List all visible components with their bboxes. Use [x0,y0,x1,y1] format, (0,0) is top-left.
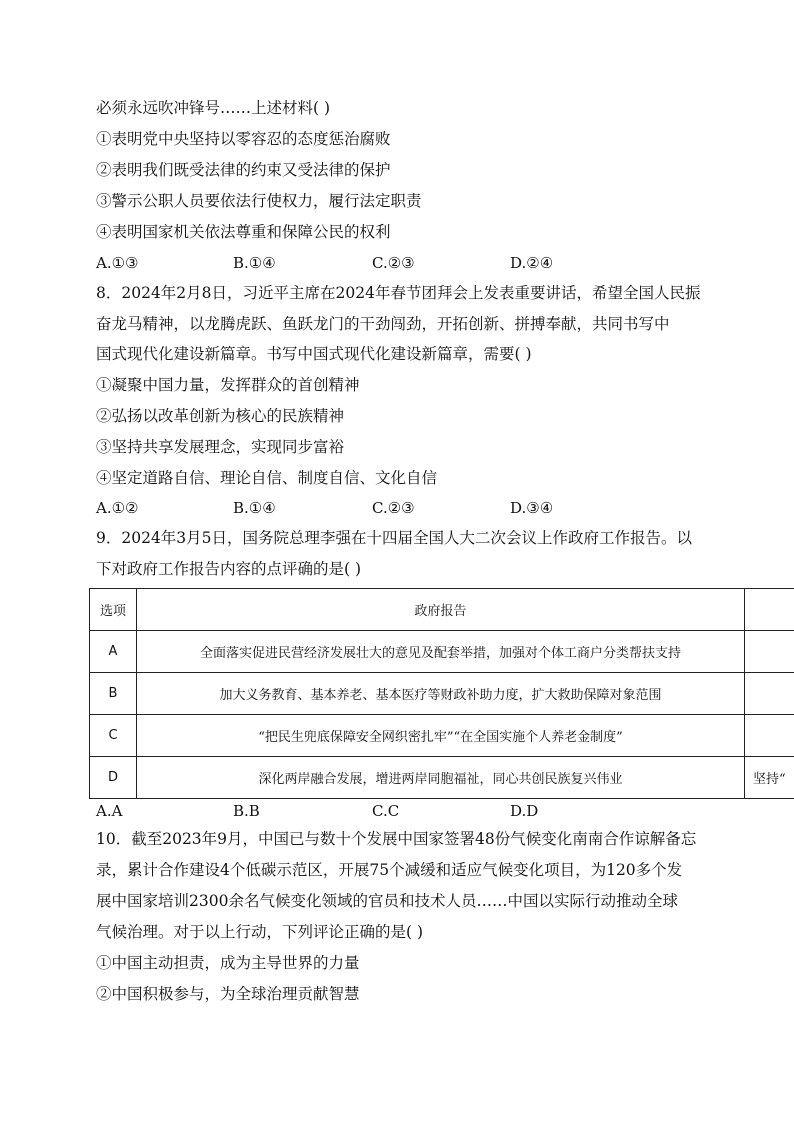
q7-option-b[interactable]: B.①④ [233,254,276,272]
q8-option-a[interactable]: A.①② [96,499,139,517]
row-comment [745,715,794,757]
table-header-report: 政府报告 [137,589,745,631]
q9-stem-line-2: 下对政府工作报告内容的点评确的是( ) [96,560,362,578]
table-row [90,757,794,799]
q7-statement-4: ④表明国家机关依法尊重和保障公民的权利 [96,223,391,241]
q8-stem-line-3: 国式现代化建设新篇章。书写中国式现代化建设新篇章，需要( ) [96,345,532,363]
q7-option-d[interactable]: D.②④ [510,254,554,272]
row-report: “把民生兜底保障安全网织密扎牢”“在全国实施个人养老金制度” [137,715,745,757]
table-row [90,715,794,757]
row-comment [745,673,794,715]
q10-stem-line-2: 录，累计合作建设4个低碳示范区，开展75个减缓和适应气候变化项目，为120多个发 [96,861,683,879]
q7-stem-continuation: 必须永远吹冲锋号……上述材料( ) [96,99,331,117]
q9-option-a[interactable]: A.A [96,802,123,820]
row-comment: 坚持“ [745,757,794,799]
q8-option-c[interactable]: C.②③ [372,499,415,517]
q9-option-b[interactable]: B.B [233,802,260,820]
table-row [90,673,794,715]
row-option: B [90,673,137,715]
q8-stem-line-1: 8．2024年2月8日，习近平主席在2024年春节团拜会上发表重要讲话，希望全国人民振 [96,284,701,302]
table-header-option: 选项 [90,589,137,631]
q7-option-c[interactable]: C.②③ [372,254,415,272]
q7-option-a[interactable]: A.①③ [96,254,139,272]
row-option: C [90,715,137,757]
q8-stem-line-2: 奋龙马精神，以龙腾虎跃、鱼跃龙门的干劲闯劲，开拓创新、拼搏奉献，共同书写中 [96,315,670,333]
q10-statement-2: ②中国积极参与，为全球治理贡献智慧 [96,985,360,1003]
row-report: 深化两岸融合发展，增进两岸同胞福祉，同心共创民族复兴伟业 [137,757,745,799]
q10-statement-1: ①中国主动担责，成为主导世界的力量 [96,954,360,972]
q9-option-c[interactable]: C.C [372,802,400,820]
q8-option-b[interactable]: B.①④ [233,499,276,517]
q7-statement-1: ①表明党中央坚持以零容忍的态度惩治腐败 [96,130,391,148]
row-report: 全面落实促进民营经济发展壮大的意见及配套举措，加强对个体工商户分类帮扶支持 [137,631,745,673]
table-row [90,631,794,673]
table-header-row [90,589,794,631]
q7-statement-2: ②表明我们既受法律的约束又受法律的保护 [96,161,391,179]
q10-stem-line-1: 10．截至2023年9月，中国已与数十个发展中国家签署48份气候变化南南合作谅解备忘 [96,830,697,848]
row-option: A [90,631,137,673]
row-comment [745,631,794,673]
q9-option-d[interactable]: D.D [510,802,539,820]
table-header-comment [745,589,794,631]
q8-statement-2: ②弘扬以改革创新为核心的民族精神 [96,407,345,425]
q8-statement-1: ①凝聚中国力量，发挥群众的首创精神 [96,376,360,394]
q7-statement-3: ③警示公职人员要依法行使权力，履行法定职责 [96,192,422,210]
q8-statement-4: ④坚定道路自信、理论自信、制度自信、文化自信 [96,469,438,487]
row-option: D [90,757,137,799]
q10-stem-line-3: 展中国家培训2300余名气候变化领域的官员和技术人员……中国以实际行动推动全球 [96,892,678,910]
q8-option-d[interactable]: D.③④ [510,499,554,517]
q9-stem-line-1: 9．2024年3月5日，国务院总理李强在十四届全国人大二次会议上作政府工作报告。以 [96,529,693,547]
q10-stem-line-4: 气候治理。对于以上行动，下列评论正确的是( ) [96,923,424,941]
row-report: 加大义务教育、基本养老、基本医疗等财政补助力度，扩大救助保障对象范围 [137,673,745,715]
q9-report-table [89,588,794,799]
q8-statement-3: ③坚持共享发展理念，实现同步富裕 [96,438,345,456]
